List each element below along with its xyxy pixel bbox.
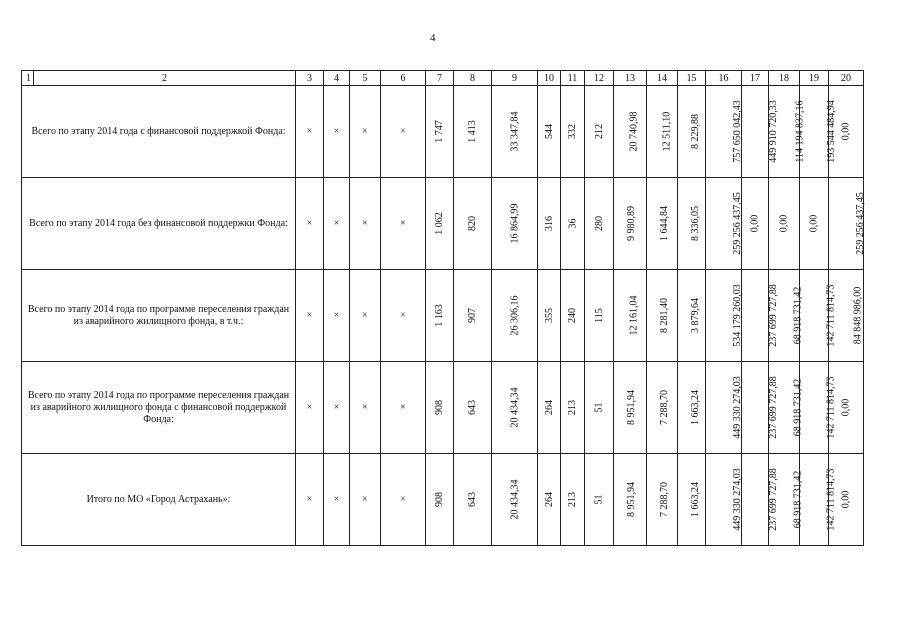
value-cell <box>561 178 585 270</box>
cell-value: 213 <box>567 400 578 415</box>
value-cell <box>742 362 779 454</box>
cross-mark: × <box>381 362 426 454</box>
value-cell <box>800 270 837 362</box>
cell-value: 20 434,34 <box>509 479 520 520</box>
value-cell <box>561 270 585 362</box>
value-cell <box>678 454 706 546</box>
cross-mark: × <box>350 362 381 454</box>
column-header: 13 <box>614 71 647 86</box>
cell-value: 259 256 437,45 <box>731 192 743 255</box>
value-cell <box>647 86 678 178</box>
value-cell <box>706 86 742 178</box>
table-row <box>22 270 864 362</box>
column-header: 6 <box>381 71 426 86</box>
cell-value: 237 699 727,88 <box>767 284 779 347</box>
cell-value: 0,00 <box>808 214 820 233</box>
value-cell <box>800 362 837 454</box>
value-cell <box>614 362 647 454</box>
cell-value: 68 918 731,42 <box>792 378 804 437</box>
cell-value: 68 918 731,42 <box>792 286 804 345</box>
value-cell <box>454 270 492 362</box>
cell-value: 544 <box>543 124 555 139</box>
value-cell <box>538 362 561 454</box>
cell-value: 332 <box>567 124 578 139</box>
value-cell <box>742 270 779 362</box>
cross-mark: × <box>381 270 426 362</box>
cell-value: 237 699 727,88 <box>767 468 779 531</box>
value-cell <box>538 454 561 546</box>
value-cell <box>614 454 647 546</box>
cell-value: 8 281,40 <box>659 298 670 333</box>
value-cell <box>800 178 829 270</box>
cell-value: 820 <box>467 216 478 231</box>
table-row <box>22 362 864 454</box>
column-header: 10 <box>538 71 561 86</box>
cross-mark: × <box>296 454 324 546</box>
cell-value: 1 062 <box>434 212 445 235</box>
cell-value: 68 918 731,42 <box>792 470 804 529</box>
cross-mark: × <box>350 178 381 270</box>
cell-value: 643 <box>467 400 478 415</box>
table-row <box>22 86 864 178</box>
cell-value: 316 <box>543 216 555 231</box>
value-cell <box>585 270 614 362</box>
value-cell <box>706 178 742 270</box>
value-cell <box>742 178 769 270</box>
header-row <box>22 71 864 86</box>
cell-value: 1 644,84 <box>659 206 670 241</box>
value-cell <box>454 178 492 270</box>
cell-value: 264 <box>543 492 555 507</box>
column-header: 20 <box>829 71 864 86</box>
column-header: 14 <box>647 71 678 86</box>
cell-value: 449 330 274,03 <box>731 376 743 439</box>
value-cell <box>426 454 454 546</box>
value-cell <box>678 362 706 454</box>
cell-value: 0,00 <box>840 490 852 509</box>
value-cell <box>492 362 538 454</box>
cell-value: 355 <box>543 308 555 323</box>
value-cell <box>585 86 614 178</box>
value-cell <box>585 178 614 270</box>
value-cell <box>742 454 779 546</box>
value-cell <box>585 454 614 546</box>
cell-value: 449 910 720,33 <box>767 100 779 163</box>
value-cell <box>829 178 864 270</box>
cell-value: 193 544 484,94 <box>825 100 837 163</box>
value-cell <box>426 86 454 178</box>
cross-mark: × <box>324 178 350 270</box>
column-header: 4 <box>324 71 350 86</box>
cell-value: 142 711 814,73 <box>825 376 837 439</box>
cell-value: 1 163 <box>434 304 445 327</box>
cell-value: 20 434,34 <box>509 387 520 428</box>
value-cell <box>454 86 492 178</box>
cell-value: 20 740,98 <box>628 111 640 152</box>
cell-value: 8 951,94 <box>626 390 637 425</box>
cell-value: 908 <box>434 492 445 507</box>
data-table <box>21 70 864 546</box>
column-header: 12 <box>585 71 614 86</box>
value-cell <box>561 86 585 178</box>
value-cell <box>561 454 585 546</box>
value-cell <box>538 178 561 270</box>
cell-value: 259 256 437,45 <box>854 192 866 255</box>
cell-value: 0,00 <box>840 398 852 417</box>
cross-mark: × <box>324 86 350 178</box>
column-header: 15 <box>678 71 706 86</box>
cell-value: 237 699 727,88 <box>767 376 779 439</box>
column-header: 8 <box>454 71 492 86</box>
column-header: 5 <box>350 71 381 86</box>
cell-value: 36 <box>567 218 578 229</box>
cell-value: 84 848 986,00 <box>852 286 864 345</box>
value-cell <box>454 362 492 454</box>
column-header: 3 <box>296 71 324 86</box>
cross-mark: × <box>381 178 426 270</box>
cell-value: 212 <box>593 124 605 139</box>
cell-value: 0,00 <box>749 214 761 233</box>
value-cell <box>426 178 454 270</box>
value-cell <box>769 178 800 270</box>
value-cell <box>492 270 538 362</box>
column-header: 19 <box>800 71 829 86</box>
cell-value: 12 161,04 <box>628 295 640 336</box>
value-cell <box>426 270 454 362</box>
value-cell <box>742 86 779 178</box>
value-cell <box>614 270 647 362</box>
page-number: 4 <box>430 32 436 44</box>
table-row <box>22 178 864 270</box>
cell-value: 264 <box>543 400 555 415</box>
value-cell <box>426 362 454 454</box>
cell-value: 643 <box>467 492 478 507</box>
cell-value: 51 <box>593 402 605 413</box>
cell-value: 757 650 042,43 <box>731 100 743 163</box>
cell-value: 534 179 260,03 <box>731 284 743 347</box>
column-header: 2 <box>34 71 296 86</box>
value-cell <box>647 270 678 362</box>
cell-value: 142 711 814,73 <box>825 468 837 531</box>
cross-mark: × <box>350 86 381 178</box>
value-cell <box>647 178 678 270</box>
value-cell <box>585 362 614 454</box>
cell-value: 16 864,99 <box>509 203 520 244</box>
row-label: Всего по этапу 2014 года по программе переселения граждан из аварийного жилищного фонда с финансовой поддержкой Фонда: <box>22 362 296 454</box>
cell-value: 9 980,89 <box>626 206 637 241</box>
row-label: Всего по этапу 2014 года с финансовой поддержкой Фонда: <box>22 86 296 178</box>
value-cell <box>492 454 538 546</box>
cell-value: 213 <box>567 492 578 507</box>
column-header: 18 <box>769 71 800 86</box>
cross-mark: × <box>350 270 381 362</box>
cell-value: 908 <box>434 400 445 415</box>
cell-value: 12 511,10 <box>661 111 673 152</box>
value-cell <box>454 454 492 546</box>
value-cell <box>492 86 538 178</box>
column-header: 11 <box>561 71 585 86</box>
cell-value: 7 288,70 <box>659 390 670 425</box>
cross-mark: × <box>296 362 324 454</box>
cell-value: 142 711 814,73 <box>825 284 837 347</box>
cell-value: 449 330 274,03 <box>731 468 743 531</box>
cell-value: 26 306,16 <box>509 295 520 336</box>
cross-mark: × <box>381 86 426 178</box>
cross-mark: × <box>350 454 381 546</box>
cell-value: 240 <box>567 308 578 323</box>
value-cell <box>614 86 647 178</box>
cell-value: 1 663,24 <box>690 390 701 425</box>
cell-value: 1 663,24 <box>690 482 701 517</box>
row-label: Итого по МО «Город Астрахань»: <box>22 454 296 546</box>
cell-value: 280 <box>593 216 605 231</box>
column-header: 7 <box>426 71 454 86</box>
cell-value: 114 194 837,16 <box>794 100 806 163</box>
cell-value: 115 <box>593 308 605 323</box>
value-cell <box>538 86 561 178</box>
cell-value: 7 288,70 <box>659 482 670 517</box>
cell-value: 51 <box>593 494 605 505</box>
value-cell <box>538 270 561 362</box>
column-header: 17 <box>742 71 769 86</box>
cross-mark: × <box>324 454 350 546</box>
cross-mark: × <box>324 362 350 454</box>
cell-value: 3 879,64 <box>690 298 701 333</box>
cross-mark: × <box>296 86 324 178</box>
value-cell <box>647 454 678 546</box>
value-cell <box>492 178 538 270</box>
cross-mark: × <box>381 454 426 546</box>
column-header: 9 <box>492 71 538 86</box>
value-cell <box>706 454 742 546</box>
cell-value: 907 <box>467 308 478 323</box>
table-row <box>22 454 864 546</box>
value-cell <box>678 178 706 270</box>
value-cell <box>678 86 706 178</box>
value-cell <box>706 270 742 362</box>
cell-value: 0,00 <box>840 122 852 141</box>
value-cell <box>614 178 647 270</box>
cell-value: 1 747 <box>434 120 445 143</box>
row-label: Всего по этапу 2014 года без финансовой поддержки Фонда: <box>22 178 296 270</box>
cross-mark: × <box>296 270 324 362</box>
value-cell <box>706 362 742 454</box>
cell-value: 1 413 <box>467 120 478 143</box>
cross-mark: × <box>296 178 324 270</box>
cell-value: 33 347,84 <box>509 111 520 152</box>
row-label: Всего по этапу 2014 года по программе переселения граждан из аварийного жилищного фонда, в т.ч.: <box>22 270 296 362</box>
column-header: 16 <box>706 71 742 86</box>
cell-value: 8 951,94 <box>626 482 637 517</box>
cross-mark: × <box>324 270 350 362</box>
value-cell <box>678 270 706 362</box>
cell-value: 8 229,88 <box>690 114 701 149</box>
value-cell <box>561 362 585 454</box>
cell-value: 8 336,05 <box>690 206 701 241</box>
column-header: 1 <box>22 71 34 86</box>
cell-value: 0,00 <box>778 214 790 233</box>
value-cell <box>800 454 837 546</box>
value-cell <box>647 362 678 454</box>
